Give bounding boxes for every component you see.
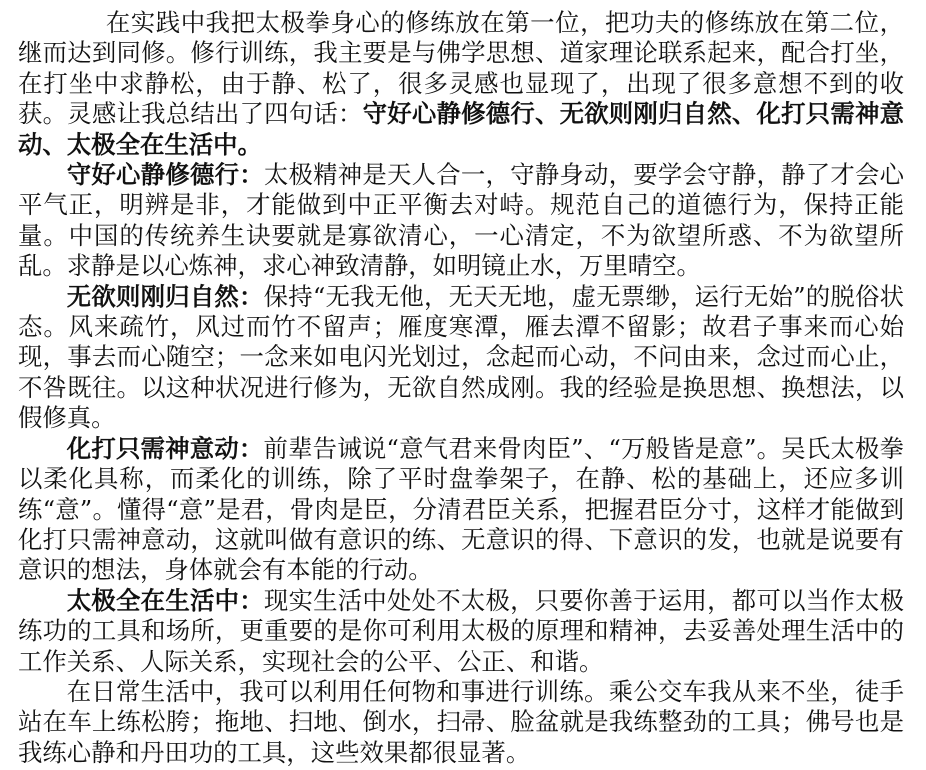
paragraph-text: 前辈告诫说“意气君来骨肉臣”、“万般皆是意”。吴氏太极拳以柔化具称，而柔化的训练，除了平时盘拳架子，在静、松的基础上，还应多训练“意”。懂得“意”是君，骨肉是臣，分清君臣关系，把握君臣分寸，这样才能做到化打只需神意动，这就叫做有意识的练、无意识的得、下意识的发，也就是说要有意识的想法，身体就会有本能的行动。 bbox=[18, 433, 904, 585]
section-heading: 太极全在生活中： bbox=[66, 585, 264, 615]
section-heading: 守好心静修德行： bbox=[66, 160, 264, 190]
paragraph-conclusion bbox=[18, 677, 904, 768]
paragraph-section-1 bbox=[18, 160, 904, 282]
section-heading: 无欲则刚归自然： bbox=[66, 281, 264, 311]
paragraph-text: 在实践中我把太极拳身心的修练放在第一位，把功夫的修练放在第二位，继而达到同修。修行训练，我主要是与佛学思想、道家理论联系起来，配合打坐，在打坐中求静松，由于静、松了，很多灵感也显现了，出现了很多意想不到的收获。灵感让我总结出了四句话： bbox=[18, 8, 904, 129]
paragraph-section-2 bbox=[18, 282, 904, 434]
paragraph-text: 现实生活中处处不太极，只要你善于运用，都可以当作太极练功的工具和场所，更重要的是你可利用太极的原理和精神，去妥善处理生活中的工作关系、人际关系，实现社会的公平、公正、和谐。 bbox=[18, 585, 904, 676]
paragraph-text: 太极精神是天人合一，守静身动，要学会守静，静了才会心平气正，明辨是非，才能做到中正平衡去对峙。规范自己的道德行为，保持正能量。中国的传统养生诀要就是寡欲清心，一心清定，不为欲望所惑、不为欲望所乱。求静是以心炼神，求心神致清静，如明镜止水，万里晴空。 bbox=[18, 160, 904, 281]
paragraph-text: 保持“无我无他，无天无地，虚无票缈，运行无始”的脱俗状态。风来疏竹，风过而竹不留声；雁度寒潭，雁去潭不留影；故君子事来而心始现，事去而心随空；一念来如电闪光划过，念起而心动，不问由来，念过而心止，不咎既往。以这种状况进行修为，无欲自然成刚。我的经验是换思想、换想法，以假修真。 bbox=[18, 281, 904, 433]
four-phrases-summary: 守好心静修德行、无欲则刚归自然、化打只需神意动、太极全在生活中。 bbox=[18, 99, 904, 159]
paragraph-text: 在日常生活中，我可以利用任何物和事进行训练。乘公交车我从来不坐，徒手站在车上练松胯；拖地、扫地、倒水，扫帚、脸盆就是我练整劲的工具；佛号也是我练心静和丹田功的工具，这些效果都很显著。 bbox=[18, 676, 904, 767]
paragraph-intro bbox=[18, 8, 904, 160]
paragraph-section-3 bbox=[18, 434, 904, 586]
section-heading: 化打只需神意动： bbox=[66, 433, 264, 463]
paragraph-section-4 bbox=[18, 586, 904, 677]
